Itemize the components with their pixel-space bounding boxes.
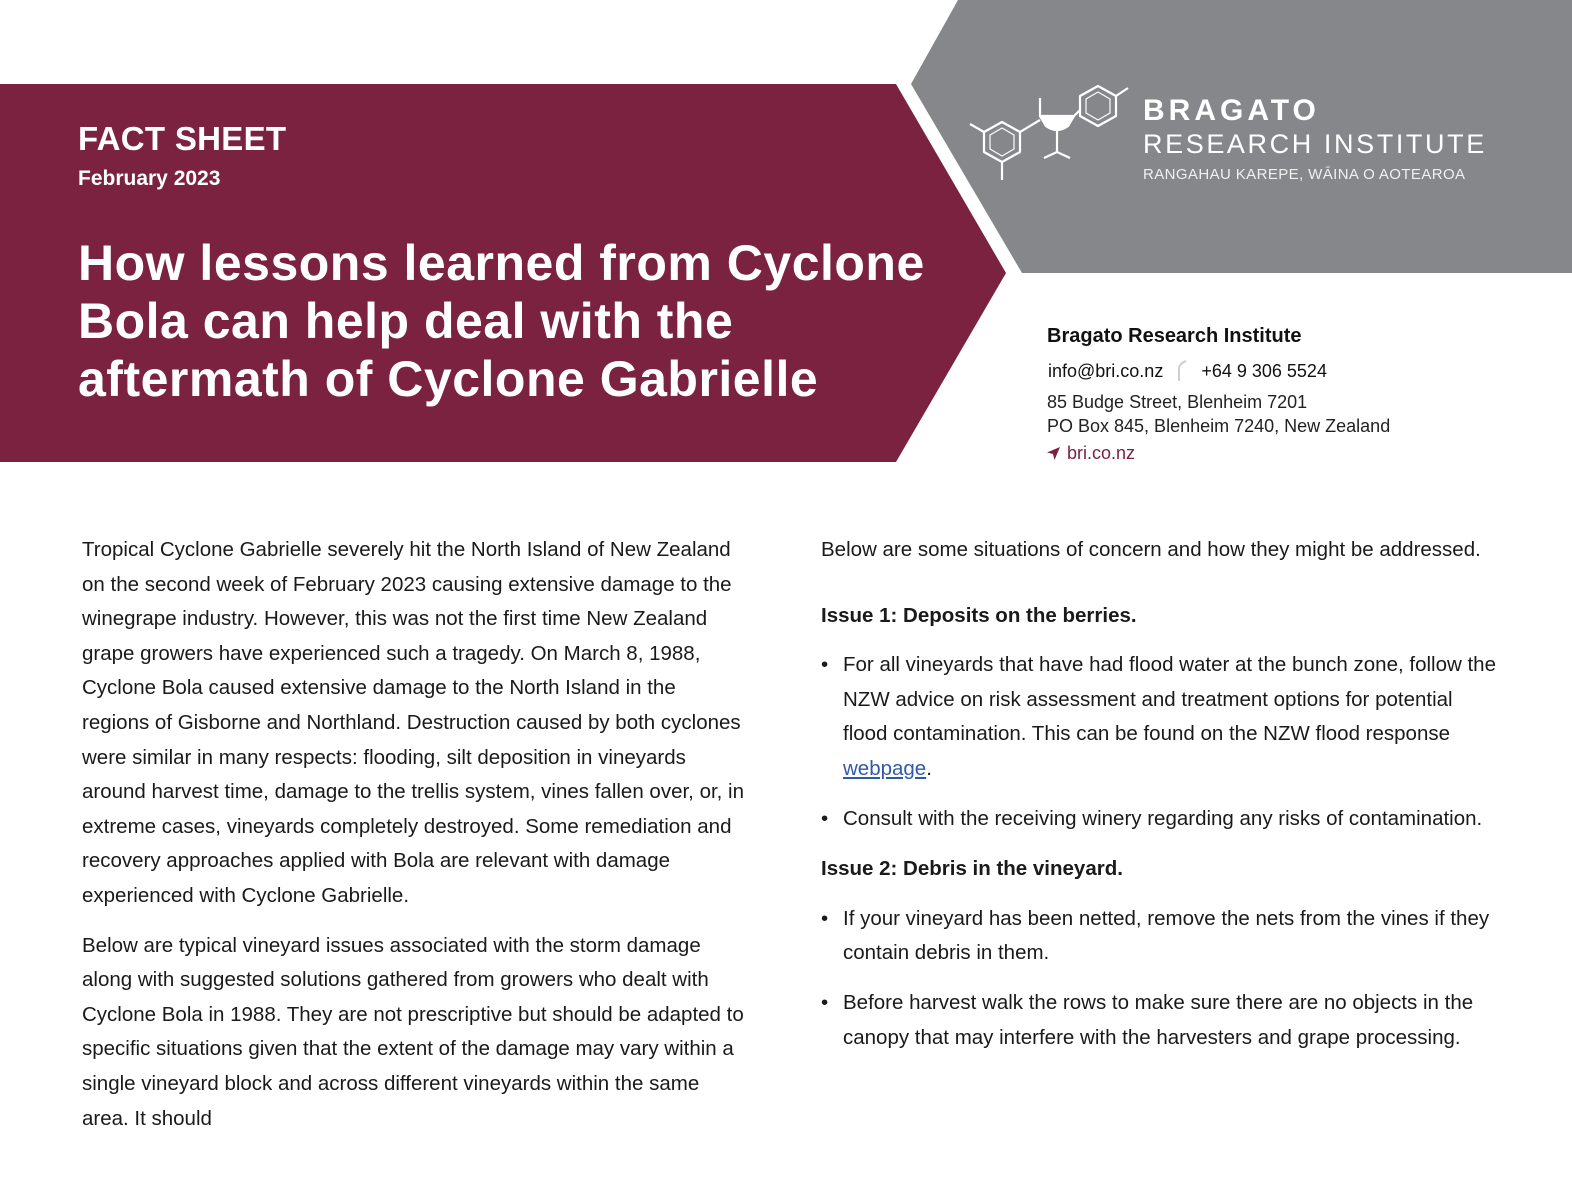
list-item <box>821 902 1501 971</box>
issue2-bullet2-text: Before harvest walk the rows to make sure there are no objects in the canopy that may interfere with the harvesters and grape processing. <box>843 990 1474 1049</box>
contact-po-box: PO Box 845, Blenheim 7240, New Zealand <box>1047 416 1391 436</box>
issue2-bullet1-text: If your vineyard has been netted, remove the nets from the vines if they contain debris in them. <box>843 906 1490 965</box>
situations-intro: Below are some situations of concern and how they might be addressed. <box>821 538 1481 561</box>
contact-row <box>1048 360 1327 382</box>
website-label[interactable]: bri.co.nz <box>1067 443 1136 463</box>
doc-date: February 2023 <box>78 167 221 190</box>
left-column <box>82 533 747 1151</box>
issue1-bullet2-text: Consult with the receiving winery regarding any risks of contamination. <box>843 806 1483 830</box>
issue1-bullet1-text: For all vineyards that have had flood water at the bunch zone, follow the NZW advice on risk assessment and treatment options for potential flood contamination. This can be found on the NZW flood response <box>843 653 1496 746</box>
issue1-list <box>821 648 1501 836</box>
contact-street-address: 85 Budge Street, Blenheim 7201 <box>1047 392 1308 412</box>
intro-paragraph: Tropical Cyclone Gabrielle severely hit the North Island of New Zealand on the second week of February 2023 causing extensive damage to the winegrape industry. However, this was not the first time New Zealand grape growers have experienced such a tragedy. On March 8, 1988, Cyclone Bola caused extensive damage to the North Island in the regions of Gisborne and Northland. Destruction caused by both cyclones were similar in many respects: flooding, silt deposition in vineyards around harvest time, damage to the trellis system, vines fallen over, or, in extreme cases, vineyards completely destroyed. Some remediation and recovery approaches applied with Bola are relevant with damage experienced with Cyclone Gabrielle. <box>82 538 745 907</box>
bullet-icon: • <box>821 906 829 930</box>
contact-org-name: Bragato Research Institute <box>1047 325 1302 347</box>
issue2-heading: Issue 2: Debris in the vineyard. <box>821 857 1123 881</box>
list-item <box>821 802 1501 837</box>
brand-name-line2: RESEARCH INSTITUTE <box>1143 129 1487 159</box>
location-arrow-icon <box>1046 446 1061 461</box>
bullet-icon: • <box>821 990 829 1014</box>
list-item <box>821 986 1501 1055</box>
issues-intro-paragraph: Below are typical vineyard issues associated with the storm damage along with suggested solutions gathered from growers who dealt with Cyclone Bola in 1988. They are not prescriptive but should be adapted to specific situations given that the extent of the damage may vary within a single vineyard block and across different vineyards within the same area. It should <box>82 933 744 1130</box>
contact-phone[interactable]: +64 9 306 5524 <box>1201 360 1327 381</box>
doc-type-label: FACT SHEET <box>78 120 287 157</box>
separator-icon <box>1175 360 1189 382</box>
issue1-heading: Issue 1: Deposits on the berries. <box>821 603 1137 627</box>
contact-website-link[interactable] <box>1046 443 1135 464</box>
contact-email[interactable]: info@bri.co.nz <box>1048 360 1164 381</box>
list-item <box>821 648 1501 786</box>
brand-tagline: RANGAHAU KAREPE, WĀINA O AOTEAROA <box>1143 166 1466 183</box>
bullet-icon: • <box>821 653 829 677</box>
issue2-list <box>821 902 1501 1055</box>
brand-name-line1: BRAGATO <box>1143 94 1320 127</box>
molecule-wine-glass-icon <box>962 80 1134 188</box>
nzw-webpage-link[interactable]: webpage <box>843 756 927 780</box>
page-title: How lessons learned from Cyclone Bola can help deal with the aftermath of Cyclone Gabrielle <box>78 235 925 407</box>
bullet-icon: • <box>821 806 829 830</box>
issue1-bullet1-end: . <box>926 756 932 780</box>
right-column <box>821 533 1501 1070</box>
